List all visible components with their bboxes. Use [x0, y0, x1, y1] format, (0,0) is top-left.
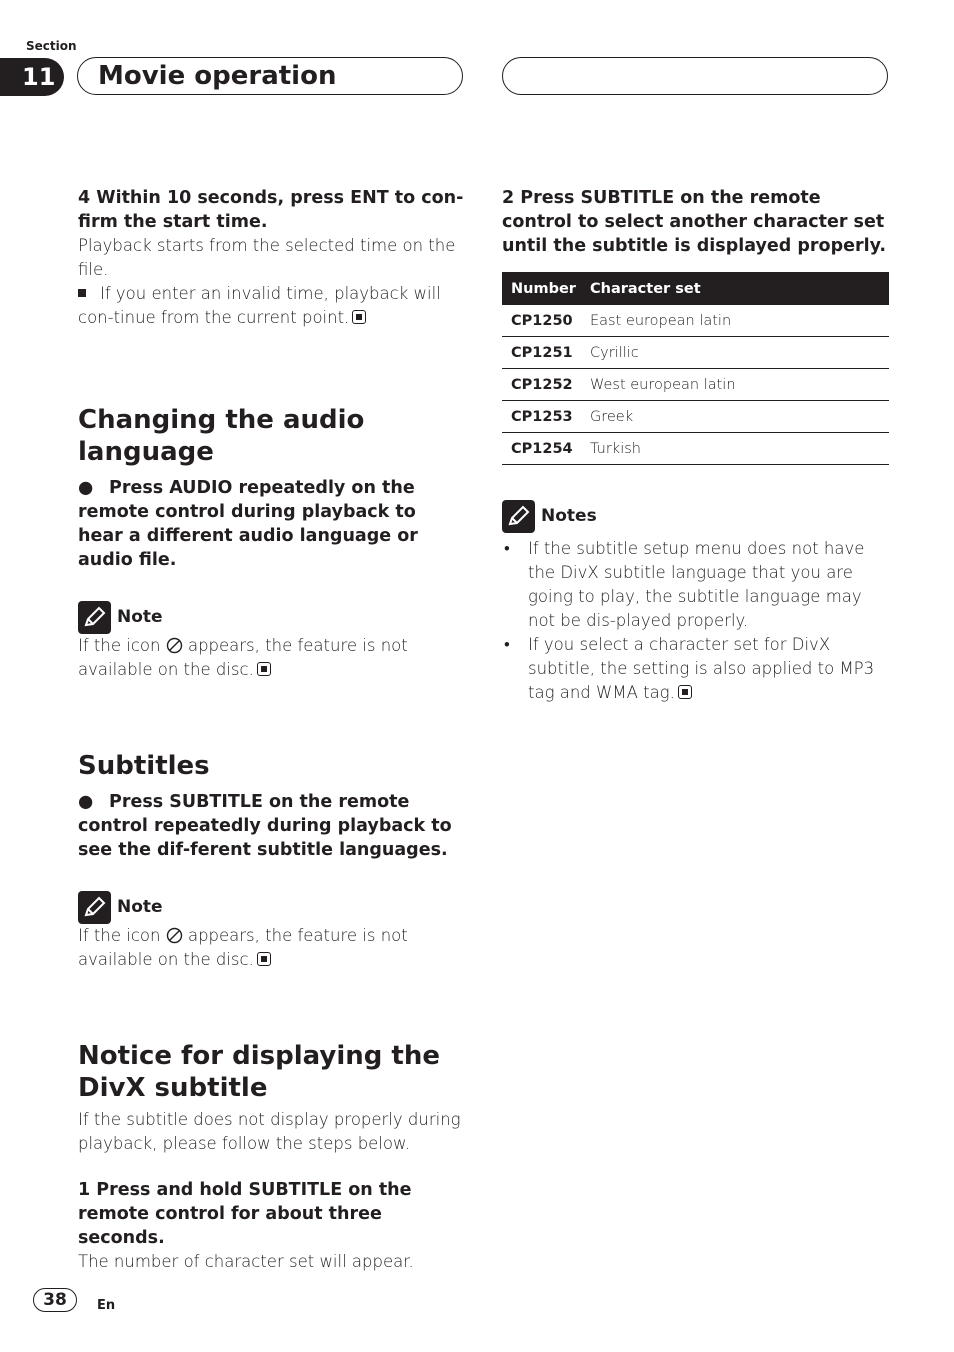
step-2-title: 2 Press SUBTITLE on the remote control to select another character set until the subtitle is displayed properly.	[502, 188, 887, 256]
section-label: Section	[26, 39, 77, 53]
column-header-number: Number	[502, 272, 581, 305]
step-1-title: 1 Press and hold SUBTITLE on the remote control for about three seconds.	[78, 1180, 412, 1248]
table-cell-number: CP1251	[502, 337, 581, 369]
table-cell-character-set: West european latin	[581, 369, 889, 401]
note-heading: Note	[78, 890, 464, 924]
divx-heading: Notice for displaying the DivX subtitle	[78, 1041, 440, 1103]
page-number: 38	[33, 1288, 77, 1312]
end-mark-icon	[352, 310, 366, 324]
left-column	[78, 186, 464, 1274]
pencil-note-icon	[78, 891, 111, 924]
subtitles-heading: Subtitles	[78, 751, 210, 781]
table-row	[502, 433, 889, 465]
table-cell-number: CP1254	[502, 433, 581, 465]
table-row	[502, 401, 889, 433]
prohibited-icon	[166, 927, 183, 944]
table-cell-number: CP1252	[502, 369, 581, 401]
end-mark-icon	[257, 952, 271, 966]
divx-body: If the subtitle does not display properly during playback, please follow the steps below.	[78, 1110, 461, 1153]
table-cell-character-set: Cyrillic	[581, 337, 889, 369]
step-4-bullet: If you enter an invalid time, playback will con-tinue from the current point.	[78, 284, 441, 327]
bullet-dot-icon: ●	[78, 478, 94, 498]
table-row	[502, 369, 889, 401]
prohibited-icon	[166, 637, 183, 654]
page-title: Movie operation	[77, 57, 463, 95]
end-mark-icon	[257, 662, 271, 676]
column-header-character-set: Character set	[581, 272, 889, 305]
table-cell-number: CP1253	[502, 401, 581, 433]
table-header-row	[502, 272, 889, 305]
square-bullet-icon	[78, 289, 86, 297]
audio-note-text: If the icon appears, the feature is not available on the disc.	[78, 636, 408, 679]
header-right-box	[502, 57, 888, 95]
right-column	[502, 186, 889, 705]
bullet-dot-icon: ●	[78, 792, 94, 812]
step-1-body: The number of character set will appear.	[78, 1252, 414, 1271]
notes-list	[502, 537, 889, 705]
subtitles-note-text: If the icon appears, the feature is not available on the disc.	[78, 926, 408, 969]
subtitles-instruction: ● Press SUBTITLE on the remote control repeatedly during playback to see the dif-ferent subtitle languages.	[78, 792, 452, 860]
pencil-note-icon	[78, 601, 111, 634]
notes-heading: Notes	[502, 499, 889, 533]
step-4-title: 4 Within 10 seconds, press ENT to con-firm the start time.	[78, 188, 464, 232]
end-mark-icon	[678, 685, 692, 699]
audio-language-heading: Changing the audio language	[78, 405, 365, 467]
note-heading: Note	[78, 600, 464, 634]
table-row	[502, 337, 889, 369]
pencil-note-icon	[502, 500, 535, 533]
table-cell-character-set: Greek	[581, 401, 889, 433]
audio-instruction: ● Press AUDIO repeatedly on the remote control during playback to hear a different audio language or audio file.	[78, 478, 418, 570]
table-row	[502, 305, 889, 337]
language-code: En	[97, 1298, 116, 1313]
section-number-badge: 11	[0, 58, 64, 96]
step-4-body: Playback starts from the selected time on the file.	[78, 236, 456, 279]
table-cell-character-set: East european latin	[581, 305, 889, 337]
table-cell-character-set: Turkish	[581, 433, 889, 465]
list-item: • If you select a character set for DivX subtitle, the setting is also applied to MP3 tag and WMA tag.	[502, 633, 889, 705]
character-set-table	[502, 272, 889, 465]
table-cell-number: CP1250	[502, 305, 581, 337]
list-item: • If the subtitle setup menu does not have the DivX subtitle language that you are going to play, the subtitle language may not be dis-played properly.	[502, 537, 889, 633]
